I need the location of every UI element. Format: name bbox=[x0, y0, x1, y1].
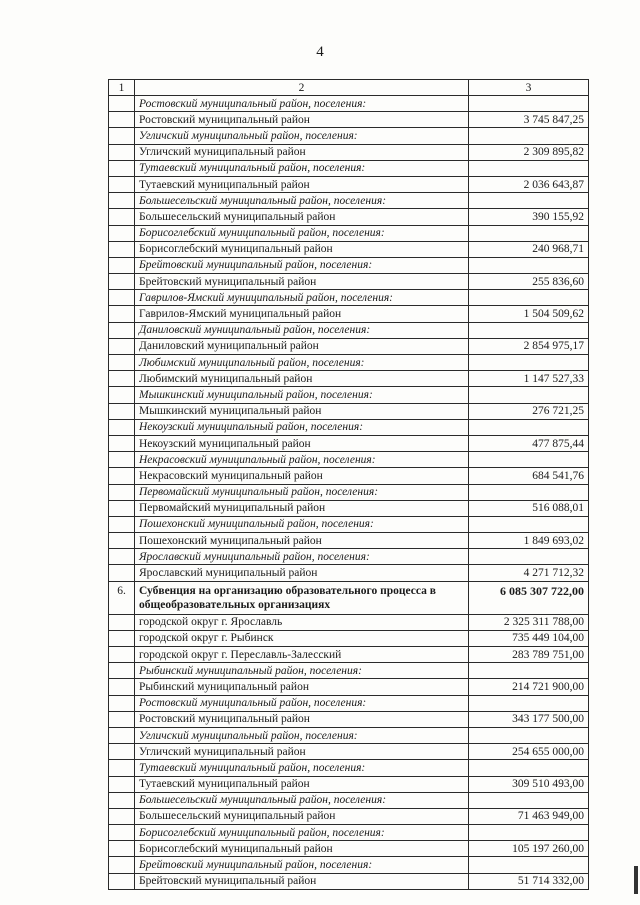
amount-cell bbox=[469, 160, 589, 176]
subheading-row bbox=[109, 516, 589, 532]
amount-cell: 71 463 949,00 bbox=[469, 808, 589, 824]
table-row bbox=[109, 338, 589, 354]
row-number bbox=[109, 663, 135, 679]
row-number bbox=[109, 290, 135, 306]
amount-cell: 105 197 260,00 bbox=[469, 841, 589, 857]
row-number bbox=[109, 792, 135, 808]
row-number bbox=[109, 257, 135, 273]
table-row bbox=[109, 435, 589, 451]
row-number bbox=[109, 403, 135, 419]
amount-cell: 309 510 493,00 bbox=[469, 776, 589, 792]
amount-cell: 2 854 975,17 bbox=[469, 338, 589, 354]
recipient-name: Брейтовский муниципальный район bbox=[135, 274, 469, 290]
section-row bbox=[109, 581, 589, 614]
subheading-row bbox=[109, 355, 589, 371]
row-number bbox=[109, 825, 135, 841]
table-row bbox=[109, 744, 589, 760]
table-row bbox=[109, 808, 589, 824]
table-row bbox=[109, 274, 589, 290]
subheading-row bbox=[109, 760, 589, 776]
header-col-name: 2 bbox=[135, 80, 469, 96]
row-number bbox=[109, 549, 135, 565]
subheading-row bbox=[109, 419, 589, 435]
amount-cell bbox=[469, 825, 589, 841]
row-number bbox=[109, 630, 135, 646]
amount-cell bbox=[469, 549, 589, 565]
row-number bbox=[109, 533, 135, 549]
row-number bbox=[109, 387, 135, 403]
row-number bbox=[109, 452, 135, 468]
subheading-row bbox=[109, 825, 589, 841]
subheading-row bbox=[109, 727, 589, 743]
row-number bbox=[109, 128, 135, 144]
row-number bbox=[109, 808, 135, 824]
row-number bbox=[109, 679, 135, 695]
amount-cell: 343 177 500,00 bbox=[469, 711, 589, 727]
recipient-name: Угличский муниципальный район bbox=[135, 144, 469, 160]
recipient-name: городской округ г. Рыбинск bbox=[135, 630, 469, 646]
row-number bbox=[109, 500, 135, 516]
table-row bbox=[109, 112, 589, 128]
amount-cell bbox=[469, 128, 589, 144]
row-number bbox=[109, 711, 135, 727]
subheading-row bbox=[109, 857, 589, 873]
table-row bbox=[109, 841, 589, 857]
row-number bbox=[109, 873, 135, 889]
district-subheading: Рыбинский муниципальный район, поселения: bbox=[135, 663, 469, 679]
row-number bbox=[109, 160, 135, 176]
amount-cell bbox=[469, 225, 589, 241]
amount-cell: 4 271 712,32 bbox=[469, 565, 589, 581]
subheading-row bbox=[109, 549, 589, 565]
amount-cell bbox=[469, 322, 589, 338]
amount-cell: 1 504 509,62 bbox=[469, 306, 589, 322]
subheading-row bbox=[109, 387, 589, 403]
subheading-row bbox=[109, 96, 589, 112]
amount-cell bbox=[469, 516, 589, 532]
row-number bbox=[109, 306, 135, 322]
district-subheading: Борисоглебский муниципальный район, поселения: bbox=[135, 225, 469, 241]
amount-cell: 390 155,92 bbox=[469, 209, 589, 225]
subheading-row bbox=[109, 160, 589, 176]
recipient-name: Брейтовский муниципальный район bbox=[135, 873, 469, 889]
amount-cell bbox=[469, 193, 589, 209]
recipient-name: Угличский муниципальный район bbox=[135, 744, 469, 760]
subheading-row bbox=[109, 695, 589, 711]
amount-cell: 3 745 847,25 bbox=[469, 112, 589, 128]
row-number bbox=[109, 727, 135, 743]
recipient-name: Любимский муниципальный район bbox=[135, 371, 469, 387]
row-number bbox=[109, 695, 135, 711]
amount-cell: 1 147 527,33 bbox=[469, 371, 589, 387]
amount-cell: 276 721,25 bbox=[469, 403, 589, 419]
table-row bbox=[109, 630, 589, 646]
table-row bbox=[109, 533, 589, 549]
row-number bbox=[109, 614, 135, 630]
recipient-name: Некрасовский муниципальный район bbox=[135, 468, 469, 484]
recipient-name: Ростовский муниципальный район bbox=[135, 711, 469, 727]
subheading-row bbox=[109, 257, 589, 273]
amount-cell: 2 309 895,82 bbox=[469, 144, 589, 160]
district-subheading: Ростовский муниципальный район, поселения: bbox=[135, 695, 469, 711]
row-number bbox=[109, 776, 135, 792]
recipient-name: Некоузский муниципальный район bbox=[135, 435, 469, 451]
district-subheading: Любимский муниципальный район, поселения: bbox=[135, 355, 469, 371]
subheading-row bbox=[109, 484, 589, 500]
row-number bbox=[109, 435, 135, 451]
district-subheading: Брейтовский муниципальный район, поселения: bbox=[135, 857, 469, 873]
table-row bbox=[109, 468, 589, 484]
table-row bbox=[109, 371, 589, 387]
amount-cell bbox=[469, 355, 589, 371]
row-number bbox=[109, 274, 135, 290]
district-subheading: Большесельский муниципальный район, поселения: bbox=[135, 193, 469, 209]
recipient-name: Даниловский муниципальный район bbox=[135, 338, 469, 354]
amount-cell: 240 968,71 bbox=[469, 241, 589, 257]
recipient-name: Первомайский муниципальный район bbox=[135, 500, 469, 516]
amount-cell bbox=[469, 857, 589, 873]
district-subheading: Борисоглебский муниципальный район, поселения: bbox=[135, 825, 469, 841]
scan-edge-mark bbox=[634, 866, 638, 894]
recipient-name: Гаврилов-Ямский муниципальный район bbox=[135, 306, 469, 322]
header-col-number: 1 bbox=[109, 80, 135, 96]
row-number bbox=[109, 468, 135, 484]
row-number bbox=[109, 144, 135, 160]
amount-cell bbox=[469, 96, 589, 112]
table-row bbox=[109, 176, 589, 192]
table-header-row bbox=[109, 80, 589, 96]
subheading-row bbox=[109, 792, 589, 808]
row-number bbox=[109, 355, 135, 371]
table-row bbox=[109, 873, 589, 889]
recipient-name: городской округ г. Ярославль bbox=[135, 614, 469, 630]
district-subheading: Брейтовский муниципальный район, поселения: bbox=[135, 257, 469, 273]
amount-cell: 2 036 643,87 bbox=[469, 176, 589, 192]
row-number bbox=[109, 225, 135, 241]
recipient-name: Борисоглебский муниципальный район bbox=[135, 841, 469, 857]
row-number bbox=[109, 96, 135, 112]
amount-cell: 214 721 900,00 bbox=[469, 679, 589, 695]
amount-cell: 255 836,60 bbox=[469, 274, 589, 290]
district-subheading: Даниловский муниципальный район, поселения: bbox=[135, 322, 469, 338]
row-number bbox=[109, 209, 135, 225]
page-number: 4 bbox=[316, 44, 324, 60]
amount-cell bbox=[469, 387, 589, 403]
row-number bbox=[109, 419, 135, 435]
subheading-row bbox=[109, 322, 589, 338]
district-subheading: Мышкинский муниципальный район, поселения: bbox=[135, 387, 469, 403]
row-number bbox=[109, 484, 135, 500]
table-row bbox=[109, 403, 589, 419]
row-number bbox=[109, 176, 135, 192]
row-number bbox=[109, 322, 135, 338]
district-subheading: Большесельский муниципальный район, поселения: bbox=[135, 792, 469, 808]
row-number bbox=[109, 193, 135, 209]
amount-cell bbox=[469, 257, 589, 273]
amount-cell bbox=[469, 484, 589, 500]
amount-cell bbox=[469, 419, 589, 435]
district-subheading: Тутаевский муниципальный район, поселения: bbox=[135, 760, 469, 776]
table-row bbox=[109, 144, 589, 160]
district-subheading: Тутаевский муниципальный район, поселения: bbox=[135, 160, 469, 176]
row-number: 6. bbox=[109, 581, 135, 614]
district-subheading: Некоузский муниципальный район, поселения: bbox=[135, 419, 469, 435]
district-subheading: Угличский муниципальный район, поселения: bbox=[135, 128, 469, 144]
table-row bbox=[109, 241, 589, 257]
recipient-name: Большесельский муниципальный район bbox=[135, 209, 469, 225]
district-subheading: Ростовский муниципальный район, поселения: bbox=[135, 96, 469, 112]
subheading-row bbox=[109, 128, 589, 144]
recipient-name: Субвенция на организацию образовательного процесса в общеобразовательных организациях bbox=[135, 581, 469, 614]
amount-cell bbox=[469, 290, 589, 306]
district-subheading: Пошехонский муниципальный район, поселения: bbox=[135, 516, 469, 532]
amount-cell: 684 541,76 bbox=[469, 468, 589, 484]
district-subheading: Первомайский муниципальный район, поселения: bbox=[135, 484, 469, 500]
recipient-name: городской округ г. Переславль-Залесский bbox=[135, 647, 469, 663]
row-number bbox=[109, 744, 135, 760]
row-number bbox=[109, 760, 135, 776]
amount-cell: 477 875,44 bbox=[469, 435, 589, 451]
table-row bbox=[109, 647, 589, 663]
row-number bbox=[109, 241, 135, 257]
amount-cell bbox=[469, 727, 589, 743]
subheading-row bbox=[109, 452, 589, 468]
recipient-name: Большесельский муниципальный район bbox=[135, 808, 469, 824]
row-number bbox=[109, 516, 135, 532]
recipient-name: Рыбинский муниципальный район bbox=[135, 679, 469, 695]
table-row bbox=[109, 565, 589, 581]
recipient-name: Мышкинский муниципальный район bbox=[135, 403, 469, 419]
amount-cell: 2 325 311 788,00 bbox=[469, 614, 589, 630]
header-col-amount: 3 bbox=[469, 80, 589, 96]
amount-cell: 254 655 000,00 bbox=[469, 744, 589, 760]
district-subheading: Гаврилов-Ямский муниципальный район, поселения: bbox=[135, 290, 469, 306]
amount-cell: 51 714 332,00 bbox=[469, 873, 589, 889]
table-row bbox=[109, 614, 589, 630]
budget-table bbox=[108, 79, 589, 890]
row-number bbox=[109, 371, 135, 387]
table-row bbox=[109, 500, 589, 516]
table-row bbox=[109, 679, 589, 695]
subheading-row bbox=[109, 290, 589, 306]
table-row bbox=[109, 306, 589, 322]
table-row bbox=[109, 711, 589, 727]
amount-cell bbox=[469, 792, 589, 808]
subheading-row bbox=[109, 193, 589, 209]
recipient-name: Ярославский муниципальный район bbox=[135, 565, 469, 581]
district-subheading: Некрасовский муниципальный район, поселения: bbox=[135, 452, 469, 468]
row-number bbox=[109, 565, 135, 581]
table-row bbox=[109, 776, 589, 792]
subheading-row bbox=[109, 225, 589, 241]
table-row bbox=[109, 209, 589, 225]
amount-cell: 735 449 104,00 bbox=[469, 630, 589, 646]
recipient-name: Ростовский муниципальный район bbox=[135, 112, 469, 128]
amount-cell: 283 789 751,00 bbox=[469, 647, 589, 663]
subheading-row bbox=[109, 663, 589, 679]
row-number bbox=[109, 857, 135, 873]
row-number bbox=[109, 112, 135, 128]
row-number bbox=[109, 841, 135, 857]
amount-cell bbox=[469, 695, 589, 711]
row-number bbox=[109, 338, 135, 354]
budget-table-body bbox=[109, 80, 589, 890]
amount-cell bbox=[469, 663, 589, 679]
district-subheading: Ярославский муниципальный район, поселения: bbox=[135, 549, 469, 565]
recipient-name: Пошехонский муниципальный район bbox=[135, 533, 469, 549]
recipient-name: Борисоглебский муниципальный район bbox=[135, 241, 469, 257]
recipient-name: Тутаевский муниципальный район bbox=[135, 776, 469, 792]
amount-cell bbox=[469, 452, 589, 468]
amount-cell: 6 085 307 722,00 bbox=[469, 581, 589, 614]
district-subheading: Угличский муниципальный район, поселения: bbox=[135, 727, 469, 743]
amount-cell: 516 088,01 bbox=[469, 500, 589, 516]
amount-cell bbox=[469, 760, 589, 776]
amount-cell: 1 849 693,02 bbox=[469, 533, 589, 549]
recipient-name: Тутаевский муниципальный район bbox=[135, 176, 469, 192]
row-number bbox=[109, 647, 135, 663]
